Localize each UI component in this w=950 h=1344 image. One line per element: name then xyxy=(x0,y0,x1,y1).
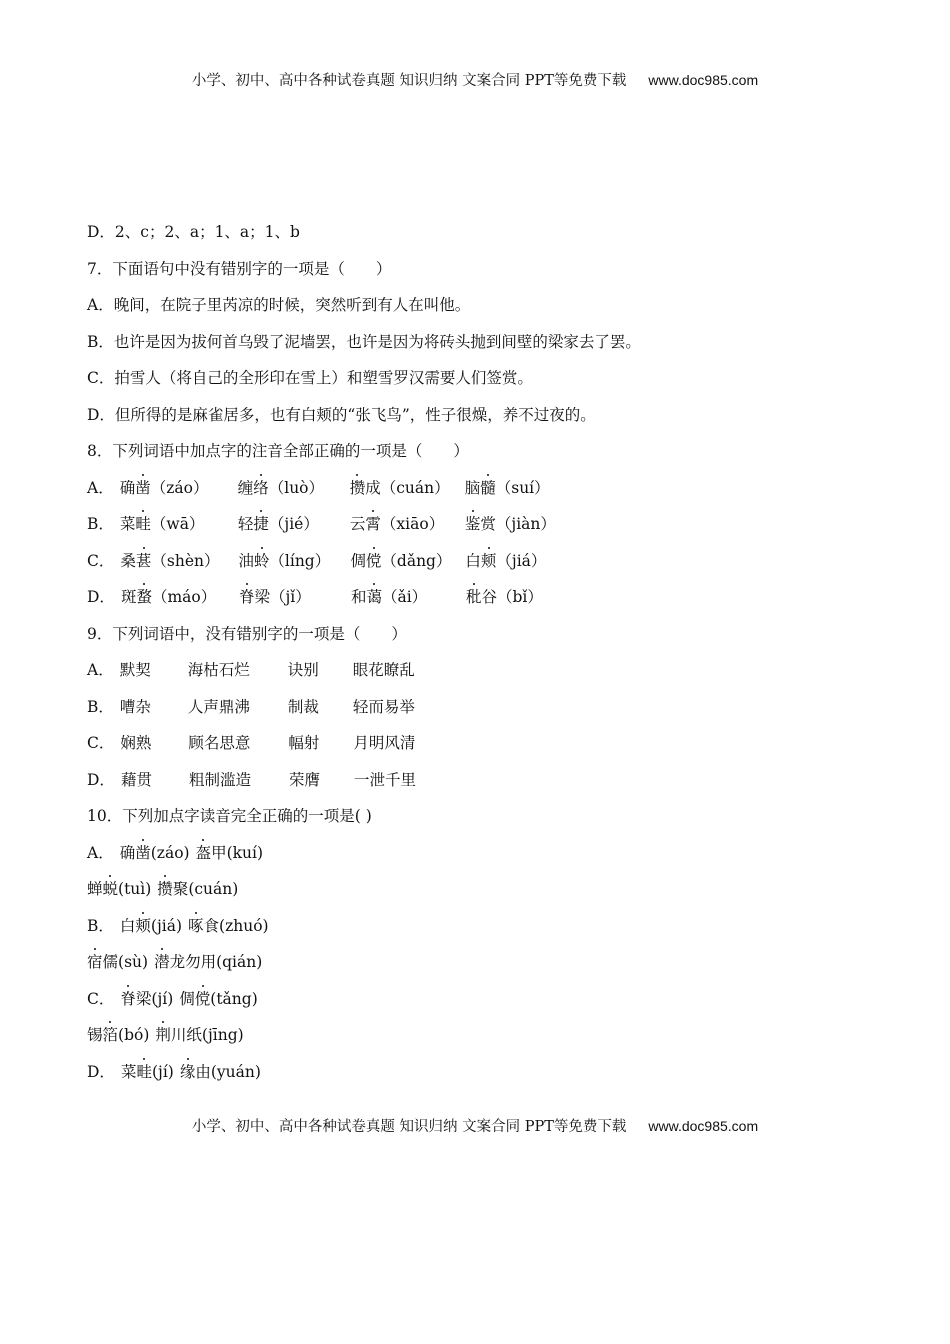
word-item: 藉贯 xyxy=(120,770,152,789)
dotted-char: 攒 xyxy=(349,478,366,497)
word-part: 云 xyxy=(349,515,366,533)
dotted-char: 畦 xyxy=(135,515,151,533)
word-item: 粗制滥造 xyxy=(188,770,251,789)
dotted-char: 缘 xyxy=(179,1062,196,1081)
word-part: 油 xyxy=(238,551,254,570)
option-row xyxy=(87,770,887,807)
dotted-char: 蝥 xyxy=(136,588,152,606)
word-item: 幅射 xyxy=(288,734,320,752)
pinyin-part: (jí) xyxy=(151,1062,174,1081)
word-part: 脑 xyxy=(464,478,481,497)
q9-options xyxy=(87,660,887,806)
dotted-char: 箔 xyxy=(102,1026,119,1044)
word-item xyxy=(239,587,351,607)
word-item xyxy=(120,989,173,1009)
pinyin-part: 甲(kuí) xyxy=(211,843,264,862)
option-label: B． xyxy=(87,916,114,935)
word-part: 轻 xyxy=(237,515,254,533)
q6-option-d: D．2、c；2、a；1、a；1、b xyxy=(87,223,300,241)
dotted-char: 凿 xyxy=(135,478,151,497)
word-item: 制裁 xyxy=(287,697,319,716)
dotted-char: 宿 xyxy=(87,953,103,971)
q7-option-b: B．也许是因为拔何首乌毁了泥墙罢，也许是因为将砖头抛到间壁的梁家去了罢。 xyxy=(87,332,641,351)
dotted-char: 荆 xyxy=(155,1026,171,1044)
option-label: C． xyxy=(87,551,115,570)
word-item xyxy=(238,551,350,571)
dotted-char: 凿 xyxy=(135,843,151,862)
q7-option-a: A．晚间，在院子里芮凉的时候，突然听到有人在叫他。 xyxy=(87,296,471,314)
word-item xyxy=(157,879,238,899)
word-item xyxy=(120,916,182,936)
pinyin-part: （jiá） xyxy=(496,551,547,570)
pinyin-part: （wā） xyxy=(150,515,205,533)
option-row xyxy=(87,587,887,624)
word-item xyxy=(465,478,550,498)
dotted-char: 络 xyxy=(253,478,269,497)
word-item: 眼花瞭乱 xyxy=(352,661,415,679)
pinyin-part: 赏（jiàn） xyxy=(480,515,556,533)
pinyin-part: (tǎng) xyxy=(210,989,258,1008)
word-item xyxy=(120,551,238,571)
q10-stem: 10．下列加点字读音完全正确的一项是( ) xyxy=(87,807,372,825)
word-part: 菜 xyxy=(120,1062,137,1081)
option-label: A． xyxy=(87,478,114,497)
dotted-char: 颊 xyxy=(480,551,497,570)
dotted-char: 攒 xyxy=(157,880,173,898)
dotted-char: 脊 xyxy=(120,989,136,1008)
word-item xyxy=(179,989,258,1009)
footer-text: 小学、初中、高中各种试卷真题 知识归纳 文案合同 PPT等免费下载 xyxy=(191,1119,627,1135)
dotted-char: 秕 xyxy=(465,588,482,606)
pinyin-part: 儒(sù) xyxy=(102,953,149,971)
q8-stem: 8．下列词语中加点字的注音全部正确的一项是（ ） xyxy=(87,442,469,460)
pinyin-part: 谷（bǐ） xyxy=(481,588,543,606)
word-part: 倜 xyxy=(350,551,366,570)
option-label: D． xyxy=(87,588,115,606)
footer-site: www.doc985.com xyxy=(648,1118,759,1134)
word-item xyxy=(87,952,148,972)
word-item xyxy=(120,843,190,863)
pinyin-part: （luò） xyxy=(268,478,325,497)
pinyin-part: 龙勿用(qián) xyxy=(169,953,263,971)
option-label: D． xyxy=(87,1062,115,1081)
dotted-char: 傥 xyxy=(365,551,382,570)
pinyin-part: (jiá) xyxy=(150,916,183,935)
dotted-char: 畦 xyxy=(136,1062,152,1081)
word-part: 桑 xyxy=(120,551,136,570)
dotted-char: 鉴 xyxy=(464,515,481,533)
pinyin-part: 川纸(jīng) xyxy=(170,1026,244,1044)
dotted-char: 颊 xyxy=(135,916,151,935)
pinyin-part: （líng） xyxy=(269,551,331,570)
dotted-char: 啄 xyxy=(188,916,204,935)
word-item xyxy=(351,587,466,607)
word-item: 默契 xyxy=(119,661,151,679)
pinyin-part: 成（cuán） xyxy=(365,478,450,497)
word-item: 荣膺 xyxy=(288,770,320,789)
word-item xyxy=(121,587,239,607)
pinyin-part: （máo） xyxy=(151,588,217,606)
dotted-char: 潜 xyxy=(154,953,170,971)
pinyin-part: （jié） xyxy=(268,515,319,533)
word-item xyxy=(120,478,238,498)
word-part: 确 xyxy=(119,843,136,862)
option-label: C． xyxy=(87,734,115,752)
option-row xyxy=(87,989,887,1026)
dotted-char: 髓 xyxy=(480,478,496,497)
word-item: 顾名思意 xyxy=(188,734,251,752)
word-item xyxy=(87,879,151,899)
pinyin-part: （dǎng） xyxy=(381,551,452,570)
word-item xyxy=(154,952,262,972)
header-site: www.doc985.com xyxy=(648,72,759,88)
pinyin-part: 食(zhuó) xyxy=(203,916,269,935)
word-item xyxy=(465,514,556,534)
option-row xyxy=(87,697,887,734)
dotted-char: 傥 xyxy=(194,989,211,1008)
word-item xyxy=(188,916,269,936)
word-part: 锡 xyxy=(87,1026,103,1044)
header-text: 小学、初中、高中各种试卷真题 知识归纳 文案合同 PPT等免费下载 xyxy=(191,73,627,89)
option-row xyxy=(87,879,887,916)
word-part: 白 xyxy=(119,916,136,935)
pinyin-part: (záo) xyxy=(150,843,190,862)
dotted-char: 葚 xyxy=(135,551,152,570)
option-row xyxy=(87,1025,887,1062)
pinyin-part: 聚(cuán) xyxy=(172,880,239,898)
word-part: 倜 xyxy=(179,989,195,1008)
word-part: 确 xyxy=(119,478,136,497)
word-item: 轻而易举 xyxy=(352,697,415,716)
word-item xyxy=(196,843,263,863)
word-item xyxy=(180,1062,261,1082)
pinyin-part: （ǎi） xyxy=(381,588,428,606)
page-footer xyxy=(0,1115,950,1136)
dotted-char: 蜕 xyxy=(102,880,119,898)
option-row xyxy=(87,478,887,515)
word-part: 白 xyxy=(465,551,481,570)
pinyin-part: （suí） xyxy=(495,478,550,497)
option-label: A． xyxy=(87,661,114,679)
word-item: 娴熟 xyxy=(120,734,152,752)
q10-options xyxy=(87,843,887,1099)
option-row xyxy=(87,952,887,989)
q7-stem: 7．下面语句中没有错别字的一项是（ ） xyxy=(87,259,392,278)
word-item: 月明风清 xyxy=(353,734,416,752)
word-item xyxy=(350,551,465,571)
word-part: 蝉 xyxy=(87,880,103,898)
word-item xyxy=(350,478,465,498)
word-part: 斑 xyxy=(120,588,137,606)
word-item: 诀别 xyxy=(287,661,319,679)
pinyin-part: （shèn） xyxy=(151,551,220,570)
q7-option-c: C．拍雪人（将自己的全形印在雪上）和塑雪罗汉需要人们签赏。 xyxy=(87,369,533,387)
word-item xyxy=(120,514,238,534)
option-row xyxy=(87,733,887,770)
option-label: B． xyxy=(87,515,114,533)
word-item xyxy=(121,1062,174,1082)
word-part: 缠 xyxy=(237,478,254,497)
option-row xyxy=(87,660,887,697)
page-header xyxy=(0,69,950,90)
word-item: 人声鼎沸 xyxy=(187,697,250,716)
word-item xyxy=(238,514,350,534)
word-item xyxy=(238,478,350,498)
option-row xyxy=(87,843,887,880)
dotted-char: 霄 xyxy=(365,515,381,533)
word-item: 海枯石烂 xyxy=(187,661,250,679)
word-item xyxy=(350,514,465,534)
dotted-char: 蔼 xyxy=(366,588,382,606)
pinyin-part: 梁(jí) xyxy=(135,989,174,1008)
dotted-char: 捷 xyxy=(253,515,269,533)
pinyin-part: 由(yuán) xyxy=(195,1062,261,1081)
option-row xyxy=(87,514,887,551)
q7-option-d: D．但所得的是麻雀居多，也有白颊的“张飞鸟”，性子很燥，养不过夜的。 xyxy=(87,405,596,424)
pinyin-part: （záo） xyxy=(150,478,209,497)
option-label: C． xyxy=(87,989,115,1008)
word-item xyxy=(465,551,546,571)
option-row xyxy=(87,1062,887,1099)
option-row xyxy=(87,551,887,588)
word-part: 菜 xyxy=(119,515,136,533)
pinyin-part: (tuì) xyxy=(118,880,152,898)
dotted-char: 盔 xyxy=(195,843,212,862)
pinyin-part: (bó) xyxy=(118,1026,150,1044)
option-label: B． xyxy=(87,697,114,716)
question-content xyxy=(87,222,887,1098)
word-item xyxy=(466,587,543,607)
word-item: 一泄千里 xyxy=(353,770,416,789)
word-item: 嘈杂 xyxy=(119,697,151,716)
word-part: 和 xyxy=(350,588,367,606)
option-row xyxy=(87,916,887,953)
word-item xyxy=(87,1025,149,1045)
word-item xyxy=(155,1025,243,1045)
pinyin-part: 梁（jǐ） xyxy=(254,588,311,606)
dotted-char: 脊 xyxy=(238,588,255,606)
q8-options xyxy=(87,478,887,624)
option-label: A． xyxy=(87,843,114,862)
option-label: D． xyxy=(87,770,115,789)
pinyin-part: （xiāo） xyxy=(380,515,445,533)
dotted-char: 蛉 xyxy=(253,551,270,570)
q9-stem: 9．下列词语中，没有错别字的一项是（ ） xyxy=(87,624,407,643)
